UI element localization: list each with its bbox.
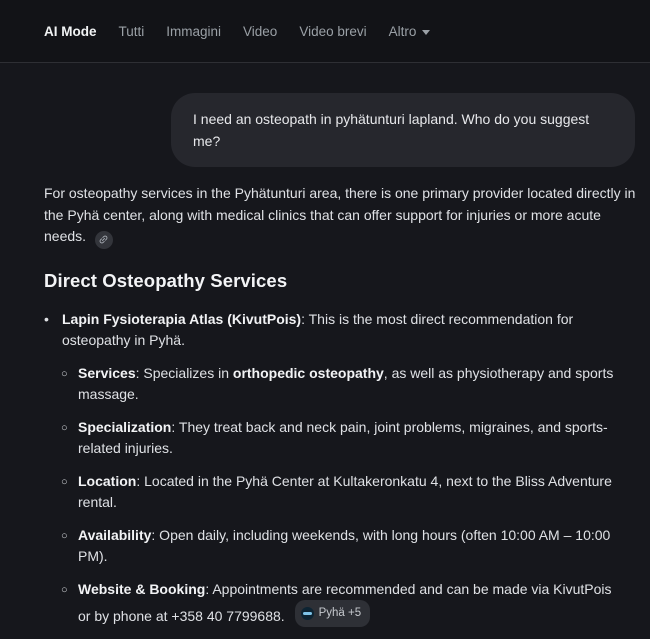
provider-name: Lapin Fysioterapia Atlas (KivutPois)	[62, 310, 302, 327]
circle-bullet-icon: ○	[61, 529, 68, 542]
circle-bullet-icon: ○	[61, 583, 68, 596]
user-query-bubble	[171, 93, 635, 167]
bullet-icon: •	[44, 310, 49, 327]
detail-text: : They treat back and neck pain, joint problems, migraines, and sports-related injuries.	[78, 418, 608, 456]
link-icon[interactable]	[95, 231, 113, 249]
detail-text: : Open daily, including weekends, with long hours (often 10:00 AM – 10:00 PM).	[78, 526, 611, 564]
detail-specialization	[62, 417, 622, 460]
detail-label: Location	[78, 472, 137, 489]
detail-label: Services	[78, 364, 136, 381]
tab-immagini[interactable]: Immagini	[166, 23, 222, 39]
source-citation-badge[interactable]	[295, 600, 371, 627]
tab-video-brevi[interactable]: Video brevi	[299, 23, 367, 39]
tab-video[interactable]: Video	[243, 23, 278, 39]
ai-answer-panel	[0, 63, 650, 627]
detail-location	[62, 471, 622, 514]
detail-text: : Appointments are recommended and can be made via KivutPois or by phone at +358 40 7799688.	[78, 580, 612, 624]
detail-text: , as well as physiotherapy and sports massage.	[78, 364, 614, 402]
detail-services	[62, 363, 622, 406]
detail-availability	[62, 525, 622, 568]
tab-altro[interactable]	[389, 24, 431, 39]
tab-altro-label: Altro	[388, 23, 417, 39]
detail-inline-bold: orthopedic osteopathy	[232, 364, 384, 381]
tab-ai-mode[interactable]: AI Mode	[44, 23, 97, 39]
search-tabs-bar	[0, 0, 650, 63]
chevron-down-icon	[422, 30, 430, 35]
list-item-provider	[44, 309, 622, 628]
answer-intro-paragraph	[44, 183, 640, 249]
provider-detail-list	[62, 363, 622, 628]
section-heading: Direct Osteopathy Services	[44, 269, 288, 291]
tab-tutti[interactable]: Tutti	[118, 23, 145, 39]
detail-label: Availability	[78, 526, 152, 543]
detail-text: : Specializes in	[135, 364, 233, 381]
user-query-text: I need an osteopath in pyhätunturi lapland. Who do you suggest me?	[193, 111, 590, 149]
circle-bullet-icon: ○	[61, 367, 68, 380]
provider-name-rest: : This is the most direct recommendation for osteopathy in Pyhä.	[62, 310, 574, 348]
detail-website-booking	[62, 579, 622, 628]
recommendation-list	[44, 309, 640, 628]
detail-label: Specialization	[78, 418, 172, 435]
detail-text: : Located in the Pyhä Center at Kultakeronkatu 4, next to the Bliss Adventure rental.	[78, 472, 612, 510]
answer-intro-text: For osteopathy services in the Pyhätunturi area, there is one primary provider located directly in the Pyhä center, along with medical clinics that can offer support for injuries or more acute needs.	[44, 185, 636, 244]
pyha-favicon-icon	[301, 607, 314, 620]
circle-bullet-icon: ○	[61, 421, 68, 434]
circle-bullet-icon: ○	[61, 475, 68, 488]
detail-label: Website & Booking	[78, 580, 206, 597]
source-citation-label: Pyhä +5	[318, 606, 362, 619]
